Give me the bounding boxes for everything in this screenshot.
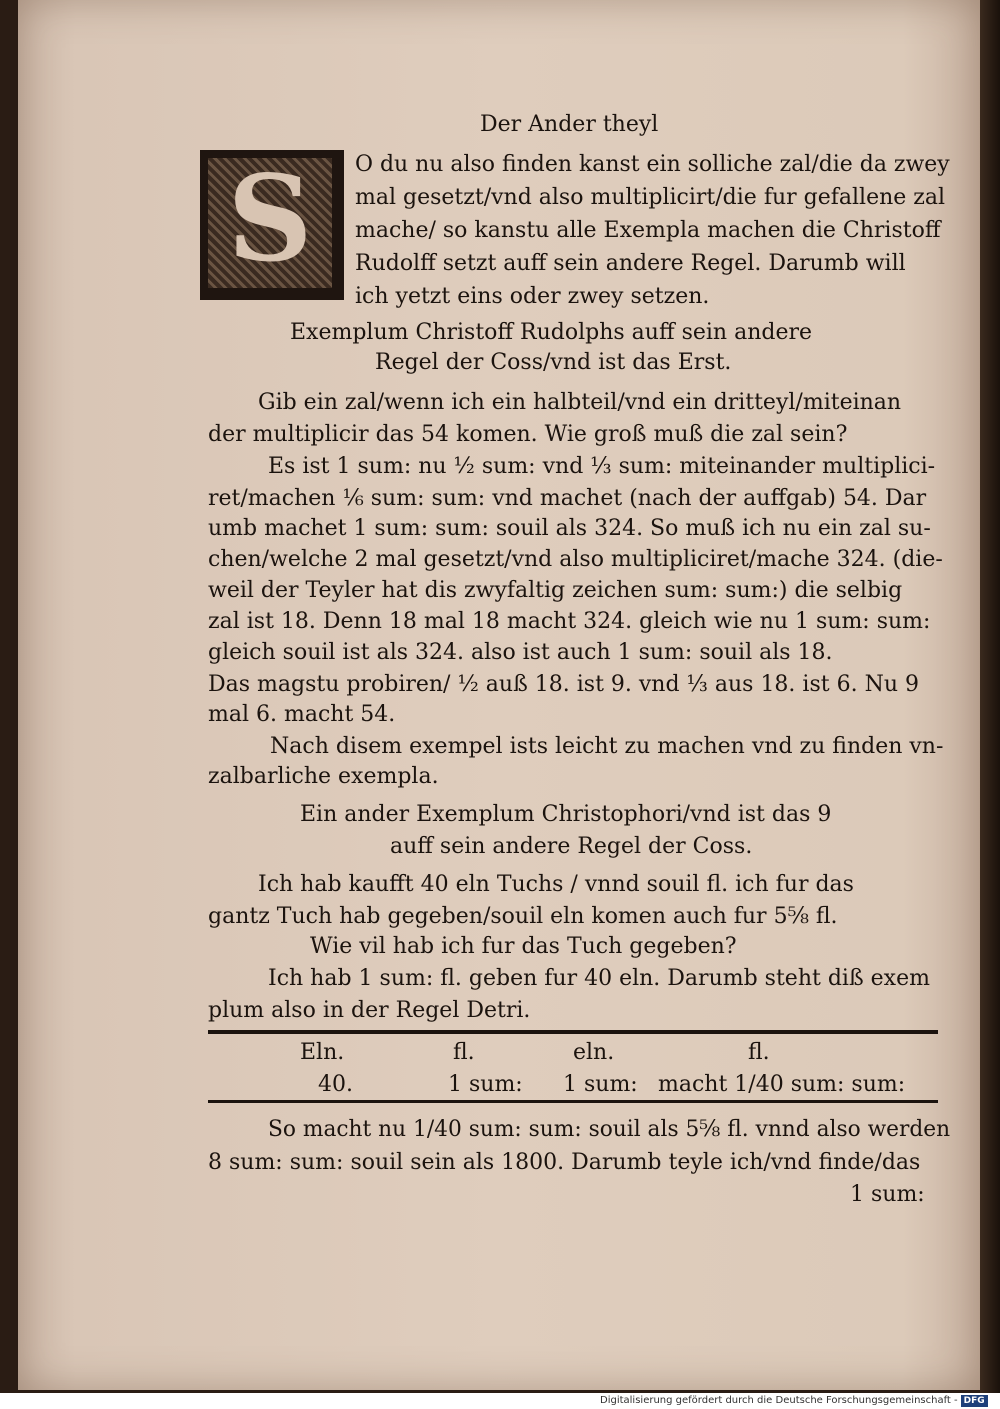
text-line: mache/ so kanstu alle Exempla machen die Christoff — [355, 218, 941, 243]
text-line: gantz Tuch hab gegeben/souil eln komen auch fur 5⅝ fl. — [208, 904, 838, 929]
text-line: chen/welche 2 mal gesetzt/vnd also multipliciret/mache 324. (die- — [208, 547, 943, 572]
text-line: 8 sum: sum: souil sein als 1800. Darumb teyle ich/vnd finde/das — [208, 1150, 921, 1175]
text-line: Exemplum Christoff Rudolphs auff sein andere — [290, 320, 813, 345]
table-header-cell: fl. — [748, 1040, 770, 1065]
text-line: der multiplicir das 54 komen. Wie groß muß die zal sein? — [208, 422, 848, 447]
table-header-cell: fl. — [453, 1040, 475, 1065]
text-line: plum also in der Regel Detri. — [208, 998, 531, 1023]
initial-ornament — [208, 149, 332, 288]
text-line: Ich hab kaufft 40 eln Tuchs / vnnd souil fl. ich fur das — [258, 872, 854, 897]
text-line: Nach disem exempel ists leicht zu machen vnd zu finden vn- — [270, 734, 944, 759]
text-line: O du nu also finden kanst ein solliche zal/die da zwey — [355, 152, 950, 177]
text-line: Rudolff setzt auff sein andere Regel. Darumb will — [355, 251, 906, 276]
text-line: auff sein andere Regel der Coss. — [390, 834, 753, 859]
text-line: Wie vil hab ich fur das Tuch gegeben? — [310, 934, 737, 959]
text-line: Es ist 1 sum: nu ½ sum: vnd ⅓ sum: miteinander multiplici- — [268, 454, 936, 479]
table-value-cell: 1 sum: — [563, 1072, 638, 1097]
text-line: Regel der Coss/vnd ist das Erst. — [375, 350, 732, 375]
decorated-initial — [200, 150, 344, 300]
table-value-cell: 40. — [318, 1072, 353, 1097]
text-line: zalbarliche exempla. — [208, 764, 439, 789]
text-line: weil der Teyler hat dis zwyfaltig zeichen sum: sum:) die selbig — [208, 578, 903, 603]
text-line: Ich hab 1 sum: fl. geben fur 40 eln. Darumb steht diß exem — [268, 966, 930, 991]
dfg-logo: DFG — [961, 1395, 988, 1407]
digitization-credit — [600, 1395, 988, 1407]
text-line: mal gesetzt/vnd also multiplicirt/die fur gefallene zal — [355, 185, 946, 210]
table-header-cell: eln. — [573, 1040, 615, 1065]
text-line: umb machet 1 sum: sum: souil als 324. So muß ich nu ein zal su- — [208, 516, 931, 541]
text-line: Das magstu probiren/ ½ auß 18. ist 9. vnd ⅓ aus 18. ist 6. Nu 9 — [208, 672, 919, 697]
table-value-cell: 1 sum: — [448, 1072, 523, 1097]
text-line: So macht nu 1/40 sum: sum: souil als 5⅝ fl. vnnd also werden — [268, 1117, 951, 1142]
text-line: gleich souil ist als 324. also ist auch 1 sum: souil als 18. — [208, 640, 833, 665]
table-header-row — [208, 1040, 938, 1070]
table-bottom-rule — [208, 1100, 938, 1103]
initial-letter: S — [227, 149, 313, 288]
text-line: zal ist 18. Denn 18 mal 18 macht 324. gleich wie nu 1 sum: sum: — [208, 609, 931, 634]
text-line: ich yetzt eins oder zwey setzen. — [355, 284, 710, 309]
table-value-row — [208, 1072, 938, 1102]
credit-text: Digitalisierung gefördert durch die Deutsche Forschungsgemeinschaft - — [600, 1395, 958, 1406]
text-line: 1 sum: — [850, 1182, 925, 1207]
table-header-cell: Eln. — [300, 1040, 345, 1065]
text-line: Ein ander Exemplum Christophori/vnd ist das 9 — [300, 802, 832, 827]
running-header: Der Ander theyl — [480, 112, 659, 137]
text-line: mal 6. macht 54. — [208, 702, 396, 727]
table-top-rule — [208, 1030, 938, 1034]
book-edge — [980, 0, 1000, 1393]
text-line: Gib ein zal/wenn ich ein halbteil/vnd ein dritteyl/miteinan — [258, 390, 902, 415]
table-value-cell: macht 1/40 sum: sum: — [658, 1072, 906, 1097]
text-line: ret/machen ⅙ sum: sum: vnd machet (nach der auffgab) 54. Dar — [208, 486, 927, 511]
